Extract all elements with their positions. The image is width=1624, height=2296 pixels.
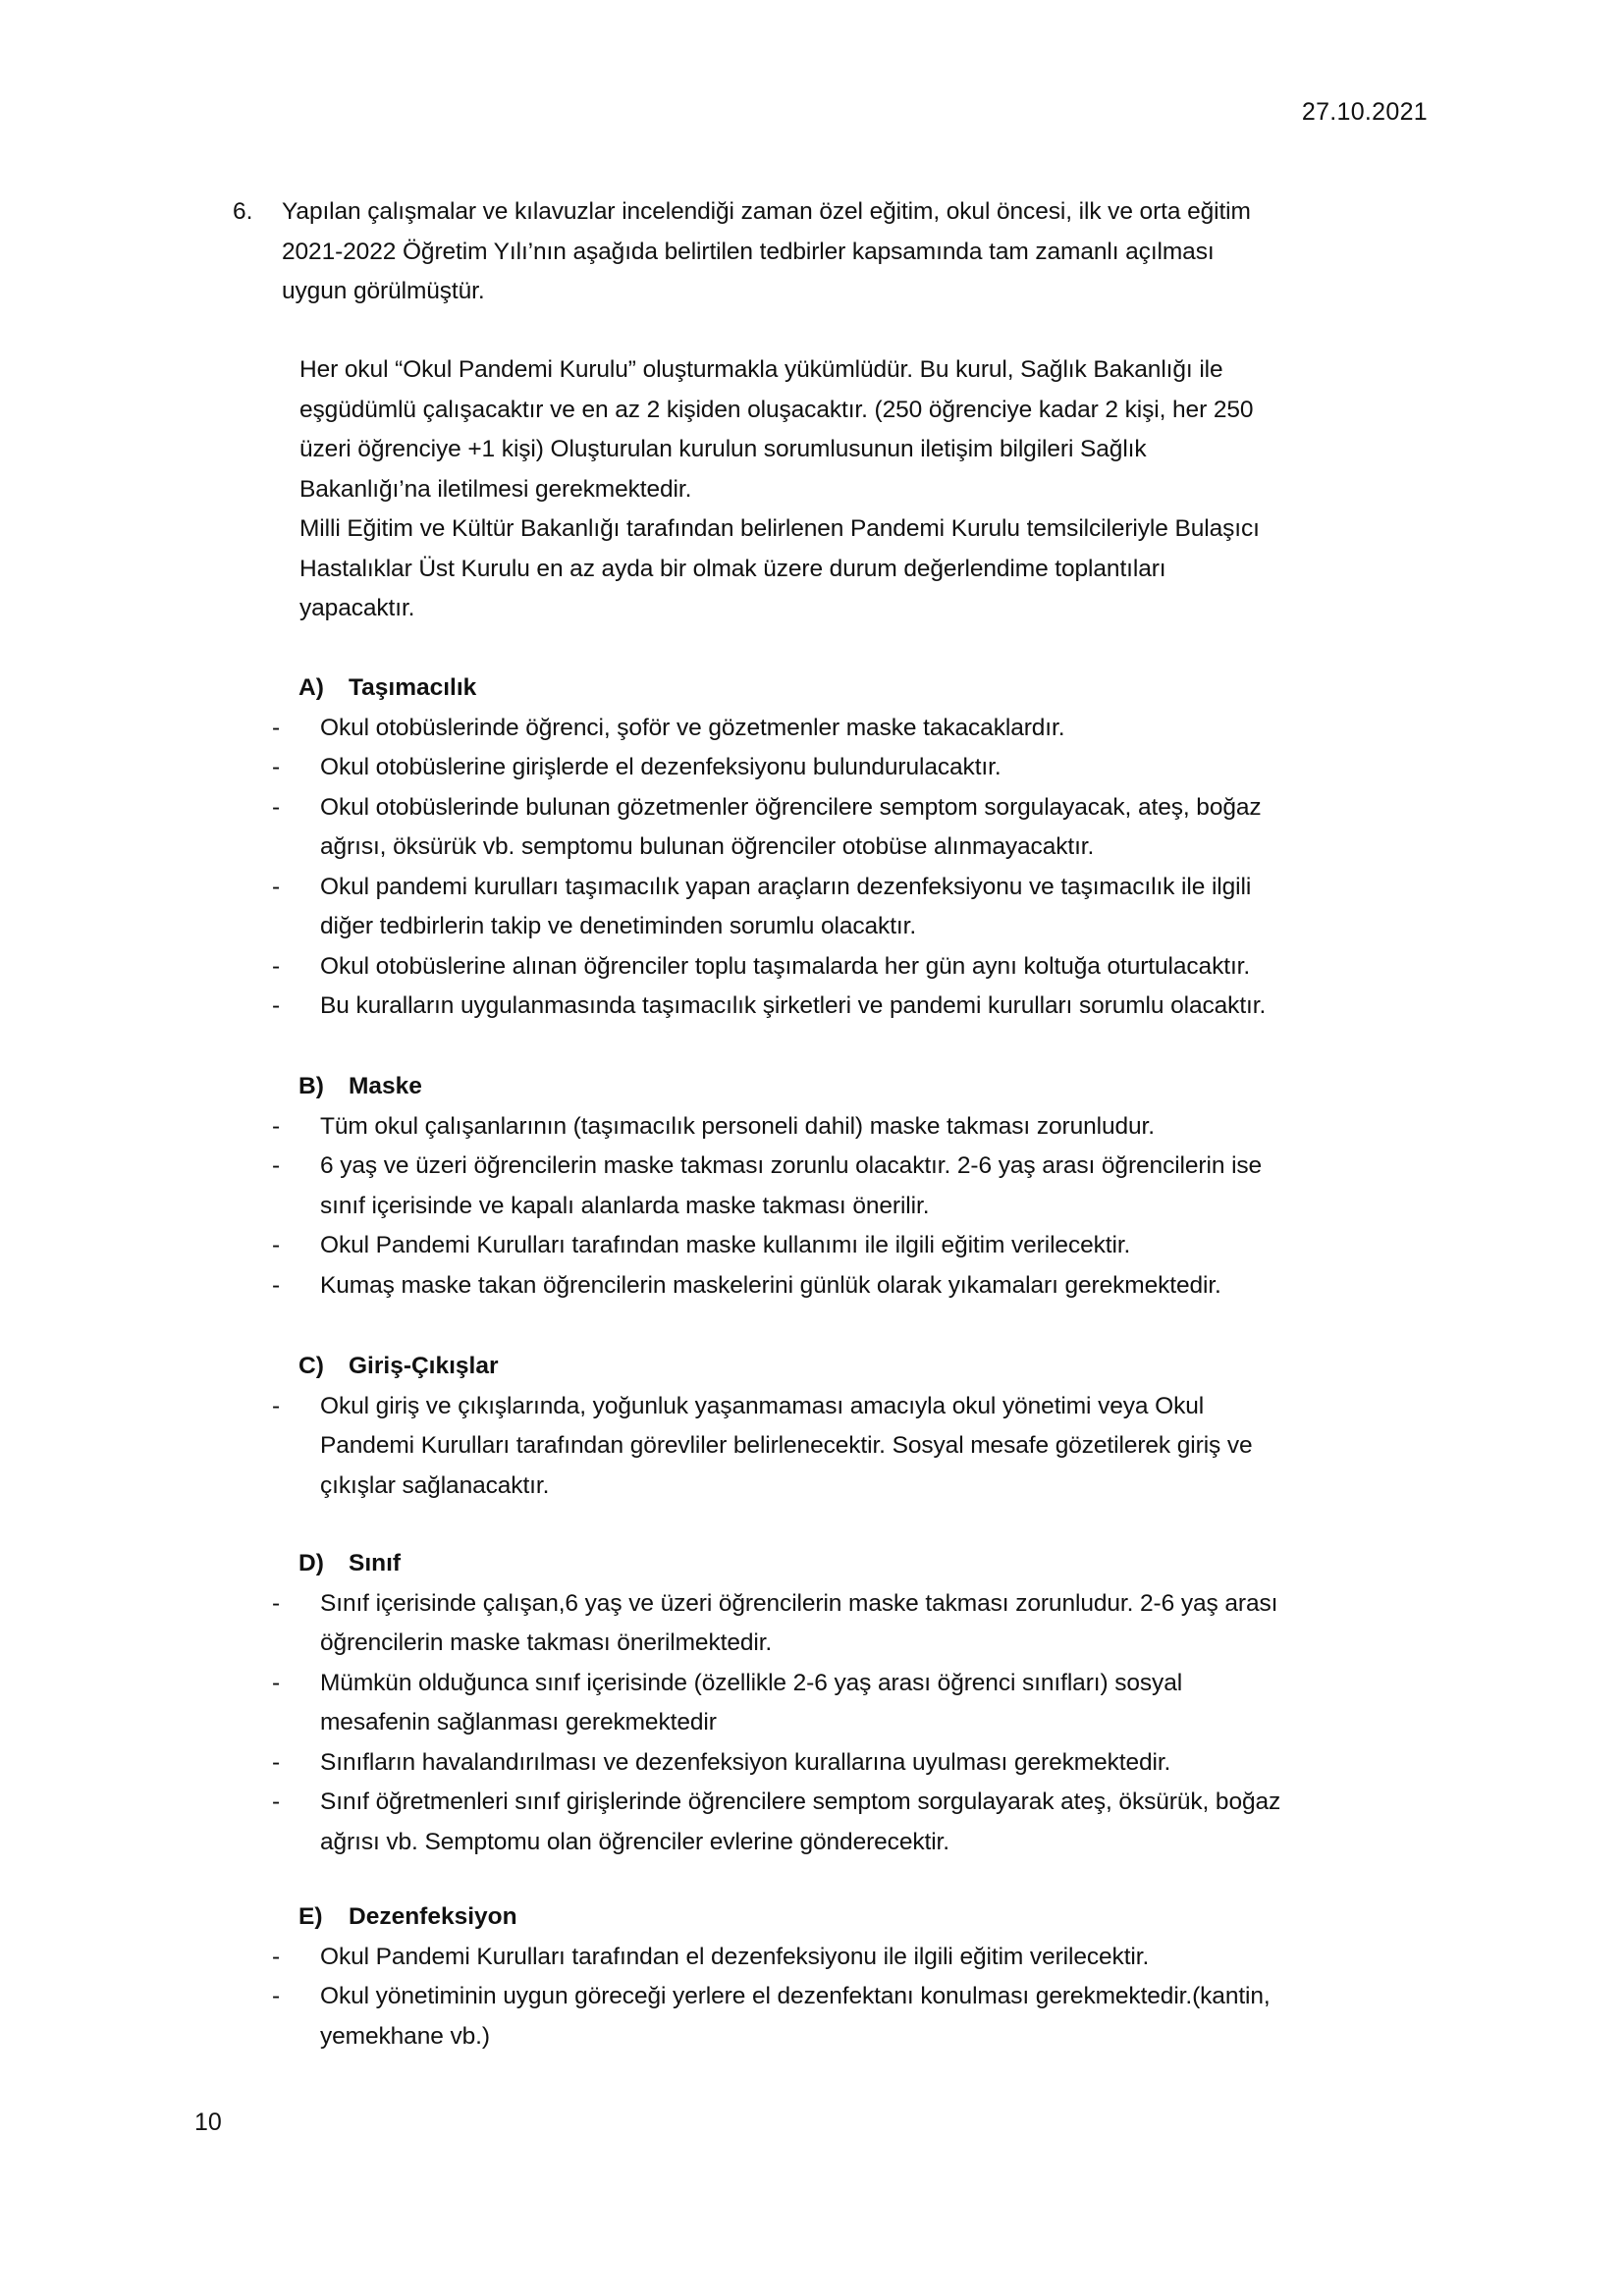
intro-line: üzeri öğrenciye +1 kişi) Oluşturulan kurulun sorumlusunun iletişim bilgileri Sağlık [299,436,1147,462]
dash-bullet: - [272,1943,281,1970]
intro-line: Hastalıklar Üst Kurulu en az ayda bir olmak üzere durum değerlendime toplantıları [299,555,1166,582]
section-letter: E) [298,1903,323,1930]
dash-bullet: - [272,793,281,821]
list-item [265,947,1443,988]
dash-bullet: - [272,992,281,1019]
dash-bullet: - [272,1271,281,1299]
bullet-line: Pandemi Kurulları tarafından görevliler belirlenecektir. Sosyal mesafe gözetilerek giriş ve [320,1432,1253,1459]
item-body [282,192,1440,312]
intro-line: eşgüdümlü çalışacaktır ve en az 2 kişiden oluşacaktır. (250 öğrenciye kadar 2 kişi, her 250 [299,396,1254,423]
item-line: Yapılan çalışmalar ve kılavuzlar incelendiği zaman özel eğitim, okul öncesi, ilk ve orta eğitim [282,198,1251,225]
dash-bullet: - [272,1748,281,1776]
section-sinif [265,1544,1443,1862]
list-item [265,987,1443,1027]
page-number: 10 [194,2109,222,2136]
section-dezenfeksiyon [265,1897,1443,2056]
bullet-line: Okul otobüslerine girişlerde el dezenfeksiyonu bulundurulacaktır. [320,754,1001,780]
section-maske [265,1067,1443,1306]
list-item [265,709,1443,749]
section-title: Dezenfeksiyon [349,1903,517,1930]
section-heading [265,668,1443,709]
bullet-line: Okul otobüslerine alınan öğrenciler toplu taşımalarda her gün aynı koltuğa oturtulacaktır. [320,952,1251,980]
section-letter: B) [298,1073,324,1099]
list-item [265,1226,1443,1266]
bullet-line: Okul yönetiminin uygun göreceği yerlere el dezenfektanı konulması gerekmektedir.(kantin, [320,1983,1271,2009]
dash-bullet: - [272,1789,281,1815]
intro-line: Milli Eğitim ve Kültür Bakanlığı tarafından belirlenen Pandemi Kurulu temsilcileriyle Bulaşıcı [299,515,1260,542]
bullet-line: Bu kuralların uygulanmasında taşımacılık şirketleri ve pandemi kurulları sorumlu olacaktır. [320,992,1267,1019]
bullet-line: Mümkün olduğunca sınıf içerisinde (özellikle 2-6 yaş arası öğrenci sınıfları) sosyal [320,1669,1183,1696]
bullet-line: Okul otobüslerinde bulunan gözetmenler öğrencilere semptom sorgulayacak, ateş, boğaz [320,793,1262,821]
section-giris-cikislar [265,1347,1443,1506]
bullet-line: Okul otobüslerinde öğrenci, şoför ve gözetmenler maske takacaklardır. [320,714,1065,741]
bullet-line: ağrısı vb. Semptomu olan öğrenciler evlerine gönderecektir. [320,1828,949,1855]
intro-paragraph [299,350,1448,629]
section-letter: C) [298,1353,324,1379]
bullet-line: Okul Pandemi Kurulları tarafından el dezenfeksiyonu ile ilgili eğitim verilecektir. [320,1943,1150,1970]
section-tasimacilik [265,668,1443,1027]
bullet-line: 6 yaş ve üzeri öğrencilerin maske takması zorunlu olacaktır. 2-6 yaş arası öğrencilerin ise [320,1152,1263,1179]
list-item [265,748,1443,788]
bullet-line: Sınıf içerisinde çalışan,6 yaş ve üzeri öğrencilerin maske takması zorunludur. 2-6 yaş arası [320,1589,1278,1617]
bullet-line: yemekhane vb.) [320,2022,490,2050]
list-item [265,1743,1443,1784]
bullet-line: Okul Pandemi Kurulları tarafından maske kullanımı ile ilgili eğitim verilecektir. [320,1232,1131,1258]
section-heading [265,1544,1443,1584]
numbered-item-6 [233,192,1440,312]
list-item [265,1387,1443,1507]
bullet-line: Okul pandemi kurulları taşımacılık yapan araçların dezenfeksiyonu ve taşımacılık ile ilgili [320,873,1252,900]
dash-bullet: - [272,1112,281,1140]
dash-bullet: - [272,1392,281,1419]
list-item [265,1938,1443,1978]
section-title: Sınıf [349,1550,402,1576]
intro-line: Bakanlığı’na iletilmesi gerekmektedir. [299,475,692,503]
section-title: Taşımacılık [349,674,477,701]
dash-bullet: - [272,1983,281,2009]
section-heading [265,1067,1443,1107]
dash-bullet: - [272,714,281,741]
bullet-line: sınıf içerisinde ve kapalı alanlarda maske takması önerilir. [320,1192,930,1219]
bullet-line: Tüm okul çalışanlarının (taşımacılık personeli dahil) maske takması zorunludur. [320,1112,1155,1140]
bullet-line: diğer tedbirlerin takip ve denetiminden sorumlu olacaktır. [320,913,917,939]
bullet-line: Sınıfların havalandırılması ve dezenfeksiyon kurallarına uyulması gerekmektedir. [320,1748,1171,1776]
list-item [265,1266,1443,1307]
list-item [265,868,1443,947]
list-item [265,1107,1443,1148]
list-item [265,1147,1443,1226]
dash-bullet: - [272,1589,281,1617]
header-date: 27.10.2021 [1301,98,1428,126]
intro-line: yapacaktır. [299,595,415,621]
dash-bullet: - [272,1669,281,1696]
dash-bullet: - [272,1232,281,1258]
bullet-line: Sınıf öğretmenleri sınıf girişlerinde öğrencilere semptom sorgulayarak ateş, öksürük, boğaz [320,1789,1281,1815]
dash-bullet: - [272,754,281,780]
item-number: 6. [233,198,253,225]
section-letter: D) [298,1550,324,1576]
dash-bullet: - [272,952,281,980]
list-item [265,1783,1443,1862]
bullet-line: çıkışlar sağlanacaktır. [320,1471,550,1499]
bullet-line: ağrısı, öksürük vb. semptomu bulunan öğrenciler otobüse alınmayacaktır. [320,833,1095,860]
item-line: 2021-2022 Öğretim Yılı’nın aşağıda belirtilen tedbirler kapsamında tam zamanlı açılması [282,238,1215,265]
section-heading [265,1347,1443,1387]
section-title: Maske [349,1073,422,1099]
section-letter: A) [298,674,324,701]
dash-bullet: - [272,873,281,900]
list-item [265,788,1443,868]
list-item [265,1664,1443,1743]
item-line: uygun görülmüştür. [282,278,485,304]
section-heading [265,1897,1443,1938]
list-item [265,1977,1443,2056]
bullet-line: mesafenin sağlanması gerekmektedir [320,1709,717,1735]
list-item [265,1584,1443,1664]
bullet-line: Kumaş maske takan öğrencilerin maskelerini günlük olarak yıkamaları gerekmektedir. [320,1271,1221,1299]
intro-line: Her okul “Okul Pandemi Kurulu” oluşturmakla yükümlüdür. Bu kurul, Sağlık Bakanlığı ile [299,356,1223,383]
dash-bullet: - [272,1152,281,1179]
bullet-line: Okul giriş ve çıkışlarında, yoğunluk yaşanmaması amacıyla okul yönetimi veya Okul [320,1392,1205,1419]
section-title: Giriş-Çıkışlar [349,1353,499,1379]
bullet-line: öğrencilerin maske takması önerilmektedir. [320,1629,773,1656]
